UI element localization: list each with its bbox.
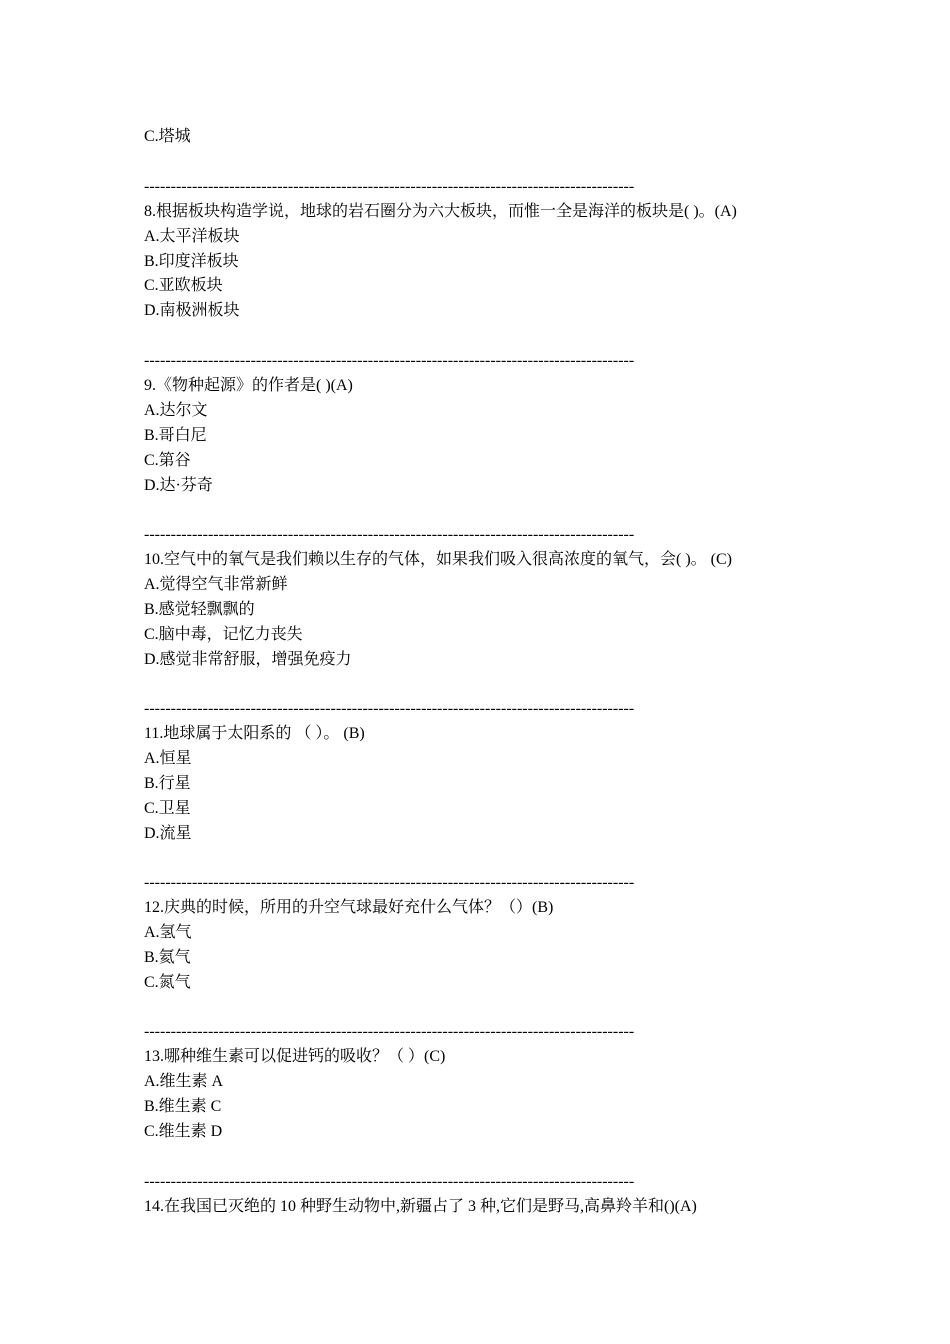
option-text: D.流星 <box>144 825 192 842</box>
option-text: A.太平洋板块 <box>144 228 240 245</box>
option-text: D.感觉非常舒服，增强免疫力 <box>144 651 352 668</box>
option-text: B.感觉轻飘飘的 <box>144 601 255 618</box>
option-text: C.氮气 <box>144 974 191 991</box>
question-text: 11.地球属于太阳系的 （ ）。 (B) <box>144 725 365 742</box>
option-text: B.印度洋板块 <box>144 253 239 270</box>
option-text: B.氦气 <box>144 949 191 966</box>
separator-line: -------------------------------------------------------------------------------------------- <box>144 1023 635 1040</box>
option-text: C.卫星 <box>144 800 191 817</box>
separator-line: -------------------------------------------------------------------------------------------- <box>144 1173 635 1190</box>
separator-line: -------------------------------------------------------------------------------------------- <box>144 526 635 543</box>
option-text: A.达尔文 <box>144 402 208 419</box>
question-text: 9.《物种起源》的作者是( )(A) <box>144 377 353 394</box>
option-text: B.行星 <box>144 775 191 792</box>
option-text: C.维生素 D <box>144 1123 223 1140</box>
option-text: B.哥白尼 <box>144 427 207 444</box>
question-text: 8.根据板块构造学说，地球的岩石圈分为六大板块，而惟一全是海洋的板块是( )。(A) <box>144 203 737 220</box>
option-text: D.达·芬奇 <box>144 477 213 494</box>
separator-line: -------------------------------------------------------------------------------------------- <box>144 700 635 717</box>
option-text: C.脑中毒，记忆力丧失 <box>144 626 303 643</box>
question-text: 14.在我国已灭绝的 10 种野生动物中,新疆占了 3 种,它们是野马,高鼻羚羊和()(A) <box>144 1198 697 1215</box>
option-text: A.维生素 A <box>144 1073 224 1090</box>
option-text: A.恒星 <box>144 750 192 767</box>
option-text: C.塔城 <box>144 128 191 145</box>
separator-line: -------------------------------------------------------------------------------------------- <box>144 352 635 369</box>
question-text: 12.庆典的时候，所用的升空气球最好充什么气体？（）(B) <box>144 899 554 916</box>
option-text: B.维生素 C <box>144 1098 222 1115</box>
separator-line: -------------------------------------------------------------------------------------------- <box>144 178 635 195</box>
option-text: A.氢气 <box>144 924 192 941</box>
option-text: A.觉得空气非常新鲜 <box>144 576 288 593</box>
option-text: D.南极洲板块 <box>144 302 240 319</box>
option-text: C.亚欧板块 <box>144 277 223 294</box>
separator-line: -------------------------------------------------------------------------------------------- <box>144 874 635 891</box>
question-text: 13.哪种维生素可以促进钙的吸收？（ ）(C) <box>144 1048 446 1065</box>
option-text: C.第谷 <box>144 452 191 469</box>
question-text: 10.空气中的氧气是我们赖以生存的气体，如果我们吸入很高浓度的氧气，会( )。 (C) <box>144 551 732 568</box>
